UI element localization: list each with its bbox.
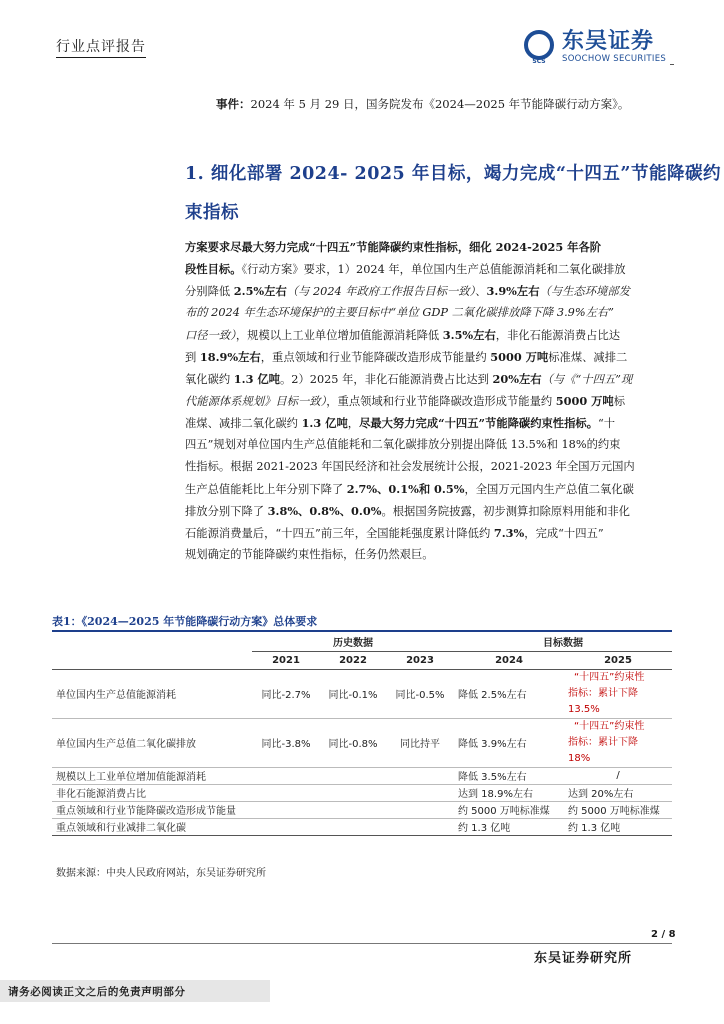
paragraph-run: 7.3% [493,526,525,540]
paragraph-run: 段性目标。 [185,262,242,276]
paragraph-run: 方案要求尽最大努力完成“十四五”节能降碳约束性指标，细化 2024-2025 年各阶 [185,240,602,254]
paragraph-line [185,346,677,368]
cell-2025-line: 指标：累计下降 [568,687,638,699]
paragraph-run: 2.7%、0.1%和 0.5% [346,482,465,496]
paragraph-run: ， [347,417,360,430]
paragraph-line [185,390,677,412]
paragraph-run: ，单位国内生产总值能源消耗和二氧化碳排放 [399,263,626,276]
cell-2025-line: “十四五”约束性 [574,671,645,683]
cell-2025-line: 13.5% [568,703,600,715]
section-heading-line1: 1. 细化部署 2024- 2025 年目标，竭力完成“十四五”节能降碳约 [185,164,721,184]
year-header: 2021 [252,651,320,669]
paragraph-run: 口径一致） [185,329,236,342]
paragraph-run: 代能源体系规划》目标一致） [185,395,327,408]
paragraph-line [185,236,677,258]
paragraph-run: ，非化石能源消费占比达 [495,329,621,342]
logo-mark-icon [522,30,556,64]
section-heading-line2: 束指标 [185,203,239,223]
year-header: 2022 [320,651,386,669]
table-row [52,718,672,767]
cell-2025 [564,718,672,767]
paragraph-run: 18.9%左右 [199,350,261,364]
paragraph-run: 2.5%左右 [233,284,287,298]
logo-text-cn: 东吴证券 [562,29,655,54]
paragraph-line [185,478,677,500]
paragraph-line [185,500,677,522]
year-header: 2025 [564,651,672,669]
table-year-header [52,651,672,669]
paragraph-run: ，完成“十四五” [524,527,604,540]
cell-2024: 降低 3.9%左右 [454,718,564,767]
cell-2025-line: 18% [568,752,591,764]
paragraph-line [185,324,677,346]
paragraph-run: ，规模以上工业单位增加值能源消耗降低 [235,329,443,342]
paragraph-run: 到 [185,351,200,364]
row-label: 重点领域和行业节能降碳改造形成节能量 [52,801,252,818]
paragraph-line [185,456,677,478]
logo-mark-text: SCS [532,58,546,64]
cell-2025 [564,669,672,718]
cell-2024: 降低 3.5%左右 [454,767,564,784]
disclaimer-text: 请务必阅读正文之后的免责声明部分 [8,986,186,998]
table-row [52,784,672,801]
paragraph-run: 《行动方案》要求，1）2024 年 [241,263,400,276]
page-number: 2 / 8 [651,929,676,940]
paragraph-run: 石能源消费量后，“十四五”前三年，全国能耗强度累计降低约 [185,527,494,540]
paragraph-run: 规划确定的节能降碳约束性指标，任务仍然艰巨。 [185,548,434,561]
paragraph-run: ，非化石能源消费占比达到 [353,373,493,386]
paragraph-line [185,368,677,390]
cell-2021: 同比-3.8% [252,718,320,767]
report-type-underline [56,57,146,58]
table-source: 数据来源：中央人民政府网站，东吴证券研究所 [56,868,266,879]
logo-text-en: SOOCHOW SECURITIES [562,54,667,64]
cell-2025: 达到 20%左右 [564,784,672,801]
paragraph-run: “十 [598,417,616,430]
table-row [52,669,672,718]
paragraph-run: 20%左右 [492,372,542,386]
year-header: 2024 [454,651,564,669]
report-type-label: 行业点评报告 [56,39,146,55]
event-text: 2024 年 5 月 29 日，国务院发布《2024—2025 年节能降碳行动方案》。 [250,97,630,111]
paragraph-line [185,412,677,434]
cell-2024: 达到 18.9%左右 [454,784,564,801]
paragraph-run: ，重点领域和行业节能降碳改造形成节能量约 [326,395,556,408]
table-row [52,801,672,818]
cell-2024: 降低 2.5%左右 [454,669,564,718]
cell-2025-line: 指标：累计下降 [568,736,638,748]
table-title: 表1：《2024—2025 年节能降碳行动方案》总体要求 [52,615,318,628]
cell-2023: 同比持平 [386,718,454,767]
paragraph-run: （与《“十四五”现 [541,373,633,386]
cell-2024: 约 1.3 亿吨 [454,818,564,835]
cell-2025: / [564,767,672,784]
paragraph-run: ，全国万元国内生产总值二氧化碳 [464,483,634,496]
event-label: 事件： [216,97,251,111]
cell-2025: 约 1.3 亿吨 [564,818,672,835]
targets-table [52,633,672,836]
table-group-header [52,633,672,651]
year-header: 2023 [386,651,454,669]
row-label: 非化石能源消费占比 [52,784,252,801]
paragraph-run: 四五”规划对单位国内生产总值能耗和二氧化碳排放分别提出降低 13.5%和 18%的约束 [185,438,621,451]
paragraph-run: 、 [475,285,487,298]
paragraph-run: 性指标。根据 2021-2023 年国民经济和社会发展统计公报，2021-2023 年全国万元国内 [185,460,635,473]
paragraph-line [185,302,677,324]
paragraph-line [185,522,677,544]
paragraph-run: 尽最大努力完成“十四五”节能降碳约束性指标。 [359,416,598,430]
table-row [52,767,672,784]
paragraph-run: 3.8%、0.8%、0.0% [267,504,382,518]
paragraph-run: （与 2024 年政府工作报告目标一致） [286,285,476,298]
paragraph-run: 标 [613,395,626,408]
group-header-target: 目标数据 [454,633,672,651]
paragraph-line [185,258,677,280]
paragraph-run: 1.3 亿吨 [233,372,280,386]
header-tick [670,64,674,65]
paragraph-run: 3.5%左右 [442,328,496,342]
cell-2023: 同比-0.5% [386,669,454,718]
paragraph-run: 。根据国务院披露，初步测算扣除原料用能和非化 [381,505,630,518]
footer-institute: 东吴证券研究所 [534,951,633,966]
cell-2021: 同比-2.7% [252,669,320,718]
disclaimer-bar [0,980,270,1002]
paragraph-run: 5000 万吨 [555,394,614,408]
body-paragraph [185,236,677,566]
paragraph-run: 布的 2024 年生态环境保护的主要目标中“单位 GDP 二氧化碳排放降下降 3.9%左右” [185,306,614,319]
paragraph-run: （与生态环境部发 [539,285,630,298]
cell-2025: 约 5000 万吨标准煤 [564,801,672,818]
paragraph-run: 生产总值能耗比上年分别下降了 [185,483,347,496]
paragraph-run: 5000 万吨 [490,350,549,364]
paragraph-run: 排放分别下降了 [185,505,268,518]
group-header-history: 历史数据 [252,633,454,651]
cell-2024: 约 5000 万吨标准煤 [454,801,564,818]
footer-rule [52,943,672,944]
paragraph-line [185,280,677,302]
table-row [52,818,672,835]
row-label: 单位国内生产总值二氧化碳排放 [52,718,252,767]
paragraph-run: 。2）2025 年 [279,373,354,386]
paragraph-run: 氧化碳约 [185,373,234,386]
paragraph-run: 标准煤、减排二 [548,351,628,364]
paragraph-run: 1.3 亿吨 [301,416,348,430]
row-label: 单位国内生产总值能源消耗 [52,669,252,718]
paragraph-line [185,544,677,566]
event-line [216,96,629,112]
row-label: 重点领域和行业减排二氧化碳 [52,818,252,835]
paragraph-run: 分别降低 [185,285,234,298]
company-logo [522,30,672,66]
cell-2025-line: “十四五”约束性 [574,720,645,732]
row-label: 规模以上工业单位增加值能源消耗 [52,767,252,784]
cell-2022: 同比-0.1% [320,669,386,718]
paragraph-line [185,434,677,456]
paragraph-run: ，重点领域和行业节能降碳改造形成节能量约 [260,351,491,364]
cell-2022: 同比-0.8% [320,718,386,767]
table-top-rule [52,630,672,632]
paragraph-run: 准煤、减排二氧化碳约 [185,417,302,430]
paragraph-run: 3.9%左右 [486,284,540,298]
